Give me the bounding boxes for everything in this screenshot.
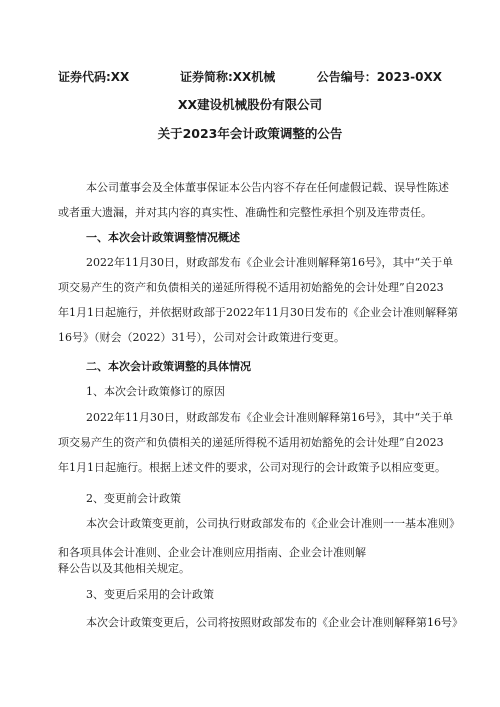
section-heading: 一、本次会计政策调整情况概述 (86, 231, 240, 244)
announcement-number: 公告编号：2023-0XX (316, 70, 442, 84)
announcement-header (58, 68, 442, 86)
paragraph-line: 本次会计政策变更前，公司执行财政部发布的《企业会计准则一一基本准则》 (86, 517, 460, 530)
paragraph-line: 项交易产生的资产和负债相关的递延所得税不适用初始豁免的会计处理”自2023 (58, 281, 444, 294)
statement-line: 本公司董事会及全体董事保证本公告内容不存在任何虚假记载、误导性陈述 (86, 181, 449, 194)
section-heading: 二、本次会计政策调整的具体情况 (86, 360, 251, 373)
paragraph-line: 和各项具体会计准则、企业会计准则应用指南、企业会计准则解 (58, 546, 366, 559)
subsection-heading: 2、变更前会计政策 (86, 492, 181, 505)
statement-line: 或者重大遗漏，并对其内容的真实性、准确性和完整性承担个别及连带责任。 (58, 206, 432, 219)
paragraph-line: 2022年11月30日，财政部发布《企业会计准则解释第16号》，其中“关于单 (86, 256, 454, 269)
security-abbreviation: 证券简称:XX机械 (180, 70, 276, 84)
company-name: XX建设机械股份有限公司 (177, 97, 323, 112)
paragraph-line: 2022年11月30日，财政部发布《企业会计准则解释第16号》，其中“关于单 (86, 411, 454, 424)
paragraph-line: 年1月1日起施行。根据上述文件的要求，公司对现行的会计政策予以相应变更。 (58, 461, 446, 474)
paragraph-line: 释公告以及其他相关规定。 (58, 562, 190, 575)
security-code: 证券代码:XX (58, 70, 130, 84)
paragraph-line: 项交易产生的资产和负债相关的递延所得税不适用初始豁免的会计处理”自2023 (58, 436, 444, 449)
announcement-title: 关于2023年会计政策调整的公告 (157, 126, 343, 141)
subsection-heading: 1、本次会计政策修订的原因 (86, 385, 225, 398)
paragraph-line: 16号》（财会（2022）31号），公司对会计政策进行变更。 (58, 331, 345, 344)
paragraph-line: 年1月1日起施行，并依据财政部于2022年11月30日发布的《企业会计准则解释第 (58, 306, 458, 319)
paragraph-line: 本次会计政策变更后，公司将按照财政部发布的《企业会计准则解释第16号》 (86, 616, 463, 629)
subsection-heading: 3、变更后采用的会计政策 (86, 588, 214, 601)
